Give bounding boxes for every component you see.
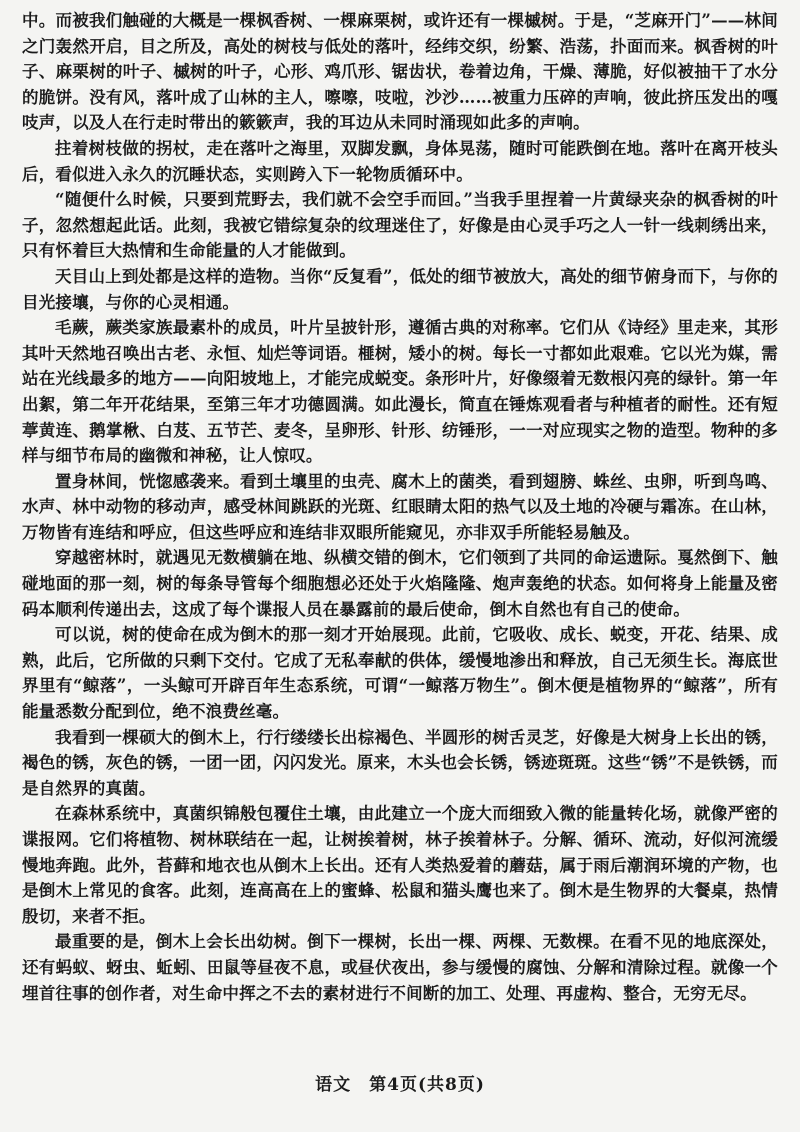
paragraph: 最重要的是，倒木上会长出幼树。倒下一棵树，长出一棵、两棵、无数棵。在看不见的地底深处，还有蚂蚁、蚜虫、蚯蚓、田鼠等昼夜不息，或昼伏夜出，参与缓慢的腐蚀、分解和清除过程。就像一个埋首往事的创作者，对生命中挥之不去的素材进行不间断的加工、处理、再虚构、整合，无穷无尽。 (22, 932, 778, 1003)
paragraph: 我看到一棵硕大的倒木上，行行缕缕长出棕褐色、半圆形的树舌灵芝，好像是大树身上长出的锈，褐色的锈，灰色的锈，一团一团，闪闪发光。原来，木头也会长锈，锈迹斑斑。这些“锈”不是铁锈，而是自然界的真菌。 (22, 727, 778, 798)
paragraph: 毛蕨，蕨类家族最素朴的成员，叶片呈披针形，遵循古典的对称率。它们从《诗经》里走来，其形其叶天然地召唤出古老、永恒、灿烂等词语。榧树，矮小的树。每长一寸都如此艰难。它以光为媒，需站在光线最多的地方——向阳坡地上，才能完成蜕变。条形叶片，好像缀着无数根闪亮的绿针。第一年出絮，第二年开花结果，至第三年才功德圆满。如此漫长，简直在锤炼观看者与种植者的耐性。还有短葶黄连、鹅掌楸、白芨、五节芒、麦冬，呈卵形、针形、纺锤形，一一对应现实之物的造型。物种的多样与细节布局的幽微和神秘，让人惊叹。 (22, 318, 778, 466)
paragraph: 可以说，树的使命在成为倒木的那一刻才开始展现。此前，它吸收、成长、蜕变，开花、结果、成熟，此后，它所做的只剩下交付。它成了无私奉献的供体，缓慢地渗出和释放，自己无须生长。海底世界里有“鲸落”，一头鲸可开辟百年生态系统，可谓“一鲸落万物生”。倒木便是植物界的“鲸落”，所有能量悉数分配到位，绝不浪费丝毫。 (22, 625, 778, 722)
paragraph: 天目山上到处都是这样的造物。当你“反复看”，低处的细节被放大，高处的细节俯身而下，与你的目光接壤，与你的心灵相通。 (22, 266, 778, 312)
paragraph: 在森林系统中，真菌织锦般包覆住土壤，由此建立一个庞大而细致入微的能量转化场，就像严密的谍报网。它们将植物、树林联结在一起，让树挨着树，林子挨着林子。分解、循环、流动，好似河流缓慢地奔跑。此外，苔藓和地衣也从倒木上长出。还有人类热爱着的蘑菇，属于雨后潮润环境的产物，也是倒木上常见的食客。此刻，连高高在上的蜜蜂、松鼠和猫头鹰也来了。倒木是生物界的大餐桌，热情殷切，来者不拒。 (22, 804, 778, 926)
paragraph: 置身林间，恍惚感袭来。看到土壤里的虫壳、腐木上的菌类，看到翅膀、蛛丝、虫卵，听到鸟鸣、水声、林中动物的移动声，感受林间跳跃的光斑、红眼睛太阳的热气以及土地的冷硬与霜冻。在山林，万物皆有连结和呼应，但这些呼应和连结非双眼所能窥见，亦非双手所能轻易触及。 (22, 471, 778, 542)
page-footer: 语文 第4页(共8页) (315, 1075, 485, 1095)
paragraph-continued: 中。而被我们触碰的大概是一棵枫香树、一棵麻栗树，或许还有一棵槭树。于是，“芝麻开门”——林间之门轰然开启，目之所及，高处的树枝与低处的落叶，经纬交织，纷繁、浩荡，扑面而来。枫香树的叶子、麻栗树的叶子、槭树的叶子，心形、鸡爪形、锯齿状，卷着边角，干燥、薄脆，好似被抽干了水分的脆饼。没有风，落叶成了山林的主人，嚓嚓，吱啦，沙沙……被重力压碎的声响，彼此挤压发出的嘎吱声，以及人在行走时带出的簌簌声，我的耳边从未同时涌现如此多的声响。 (22, 11, 778, 133)
article-body (22, 8, 778, 1006)
paragraph: 拄着树枝做的拐杖，走在落叶之海里，双脚发飘，身体晃荡，随时可能跌倒在地。落叶在离开枝头后，看似进入永久的沉睡状态，实则跨入下一轮物质循环中。 (22, 138, 778, 184)
paragraph: “随便什么时候，只要到荒野去，我们就不会空手而回。”当我手里捏着一片黄绿夹杂的枫香树的叶子，忽然想起此话。此刻，我被它错综复杂的纹理迷住了，好像是由心灵手巧之人一针一线刺绣出来，只有怀着巨大热情和生命能量的人才能做到。 (22, 190, 778, 261)
paragraph: 穿越密林时，就遇见无数横躺在地、纵横交错的倒木，它们领到了共同的命运遗际。戛然倒下、触碰地面的那一刻，树的每条导管每个细胞想必还处于火焰隆隆、炮声轰绝的状态。如何将身上能量及密码本顺利传递出去，这成了每个谍报人员在暴露前的最后使命，倒木自然也有自己的使命。 (22, 548, 778, 619)
